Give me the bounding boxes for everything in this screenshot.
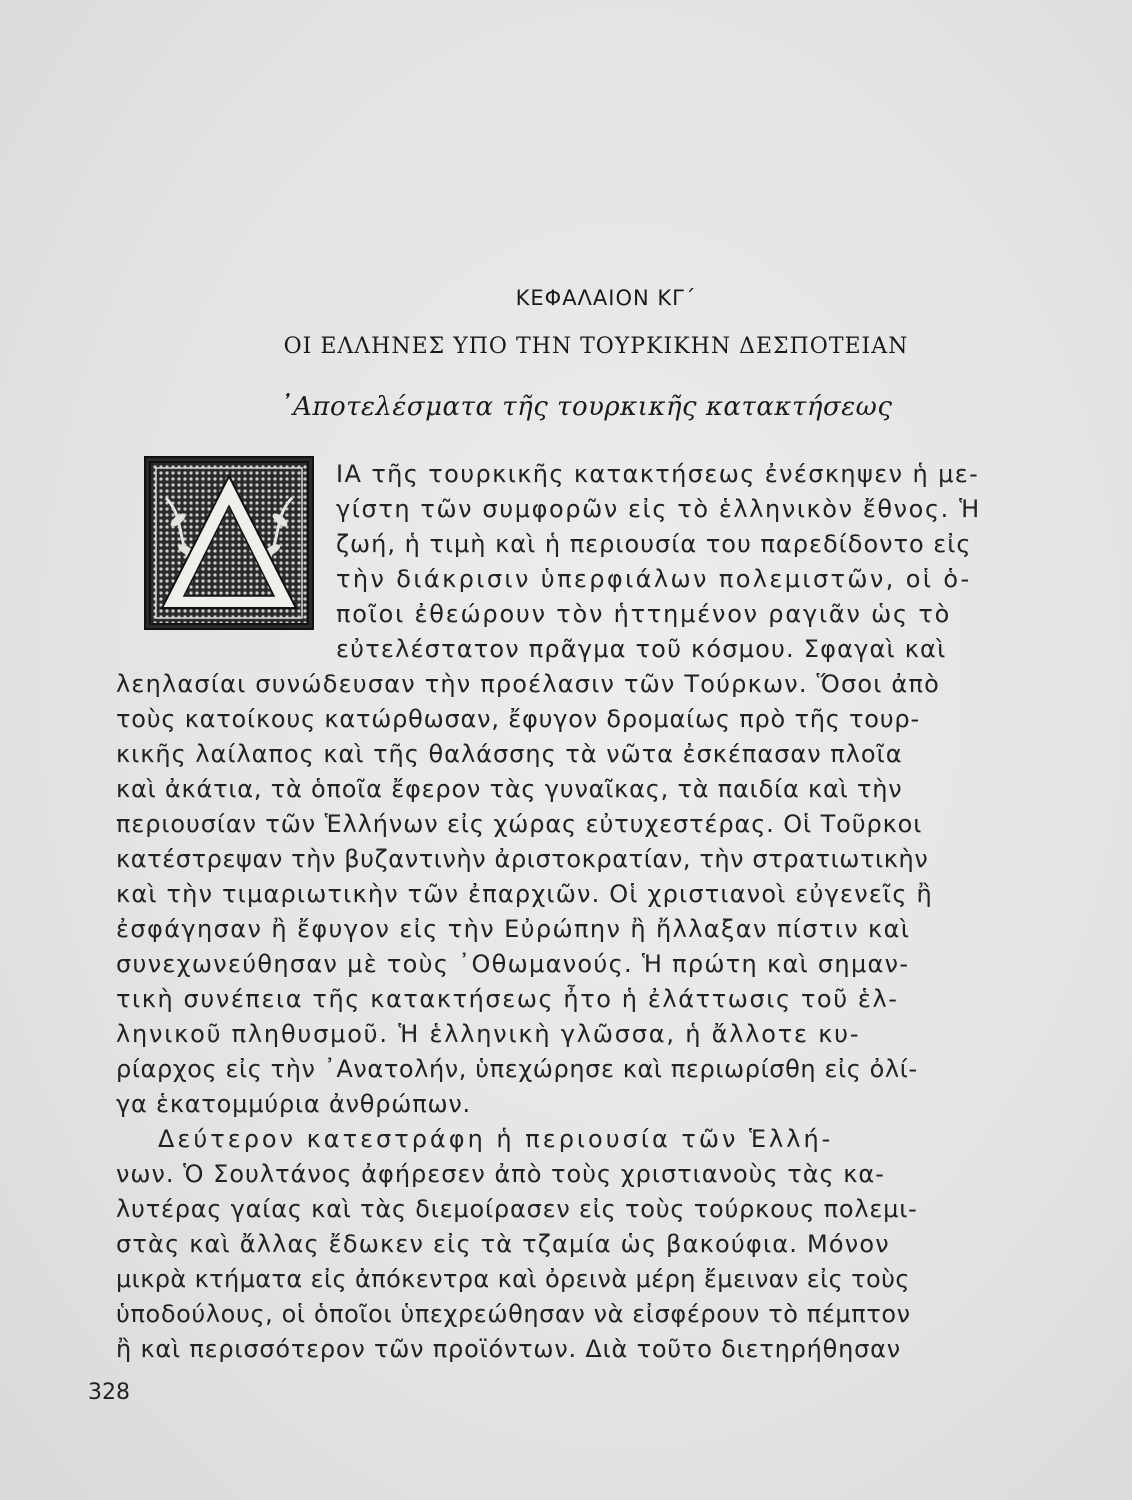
text-line: κατέστρεψαν τὴν βυζαντινὴν ἀριστοκρατίαν, τὴν στρατιωτικὴν [116,845,929,873]
chapter-title: ΟΙ ΕΛΛΗΝΕΣ ΥΠΟ ΤΗΝ ΤΟΥΡΚΙΚΗΝ ΔΕΣΠΟΤΕΙΑΝ [283,334,909,359]
text-line: τικὴ συνέπεια τῆς κατακτήσεως ἦτο ἡ ἐλάττωσις τοῦ ἑλ- [116,985,899,1013]
text-line: τοὺς κατοίκους κατώρθωσαν, ἔφυγον δρομαίως πρὸ τῆς τουρ- [116,705,920,733]
text-line: εὐτελέστατον πρᾶγμα τοῦ κόσμου. Σφαγαὶ καὶ [336,635,947,663]
text-line: γα ἑκατομμύρια ἀνθρώπων. [116,1090,471,1118]
text-line: λεηλασίαι συνώδευσαν τὴν προέλασιν τῶν Τούρκων. Ὅσοι ἀπὸ [116,670,940,698]
text-line: ἢ καὶ περισσότερον τῶν προϊόντων. Διὰ τοῦτο διετηρήθησαν [116,1335,901,1363]
text-line: γίστη τῶν συμφορῶν εἰς τὸ ἑλληνικὸν ἔθνος. Ἡ [336,495,981,523]
text-line: μικρὰ κτήματα εἰς ἀπόκεντρα καὶ ὀρεινὰ μέρη ἔμειναν εἰς τοὺς [116,1265,910,1293]
text-line: συνεχωνεύθησαν μὲ τοὺς ᾿Οθωμανούς. Ἡ πρώτη καὶ σημαν- [116,950,910,978]
text-line: ὑποδούλους, οἱ ὁποῖοι ὑπεχρεώθησαν νὰ εἰσφέρουν τὸ πέμπτον [116,1300,911,1328]
text-line: ρίαρχος εἰς τὴν ᾿Ανατολήν, ὑπεχώρησε καὶ περιωρίσθη εἰς ὀλί- [116,1055,918,1083]
ornamental-delta-icon [146,458,312,628]
ornamental-drop-cap [144,456,314,630]
text-line: ἐσφάγησαν ἢ ἔφυγον εἰς τὴν Εὐρώπην ἢ ἤλλαξαν πίστιν καὶ [116,915,911,943]
text-line: στὰς καὶ ἄλλας ἔδωκεν εἰς τὰ τζαμία ὡς βακούφια. Μόνον [116,1230,890,1258]
text-line: ποῖοι ἐθεώρουν τὸν ἡττημένον ραγιᾶν ὡς τὸ [336,600,952,628]
section-subtitle: ᾿Αποτελέσματα τῆς τουρκικῆς κατακτήσεως [279,392,893,422]
text-line: καὶ ἀκάτια, τὰ ὁποῖα ἔφερον τὰς γυναῖκας, τὰ παιδία καὶ τὴν [116,775,903,803]
text-line: κικῆς λαίλαπος καὶ τῆς θαλάσσης τὰ νῶτα ἐσκέπασαν πλοῖα [116,740,903,768]
text-line: ΙΑ τῆς τουρκικῆς κατακτήσεως ἐνέσκηψεν ἡ με- [336,460,980,488]
text-line: καὶ τὴν τιμαριωτικὴν τῶν ἐπαρχιῶν. Οἱ χριστιανοὶ εὐγενεῖς ἢ [116,880,933,908]
chapter-heading: ΚΕΦΑΛΑΙΟΝ ΚΓ΄ [515,286,697,310]
text-line: Δεύτερον κατεστράφη ἡ περιουσία τῶν Ἑλλή- [158,1125,834,1153]
page-number: 328 [88,1380,130,1405]
text-line: τὴν διάκρισιν ὑπερφιάλων πολεμιστῶν, οἱ ὁ- [336,565,972,593]
text-line: ληνικοῦ πληθυσμοῦ. Ἡ ἑλληνικὴ γλῶσσα, ἡ ἄλλοτε κυ- [116,1020,861,1048]
text-line: νων. Ὁ Σουλτάνος ἀφήρεσεν ἀπὸ τοὺς χριστιανοὺς τὰς κα- [116,1160,885,1188]
text-line: λυτέρας γαίας καὶ τὰς διεμοίρασεν εἰς τοὺς τούρκους πολεμι- [116,1195,918,1223]
text-line: περιουσίαν τῶν Ἑλλήνων εἰς χώρας εὐτυχεστέρας. Οἱ Τοῦρκοι [116,810,923,838]
text-line: ζωή, ἡ τιμὴ καὶ ἡ περιουσία του παρεδίδοντο εἰς [336,530,972,558]
